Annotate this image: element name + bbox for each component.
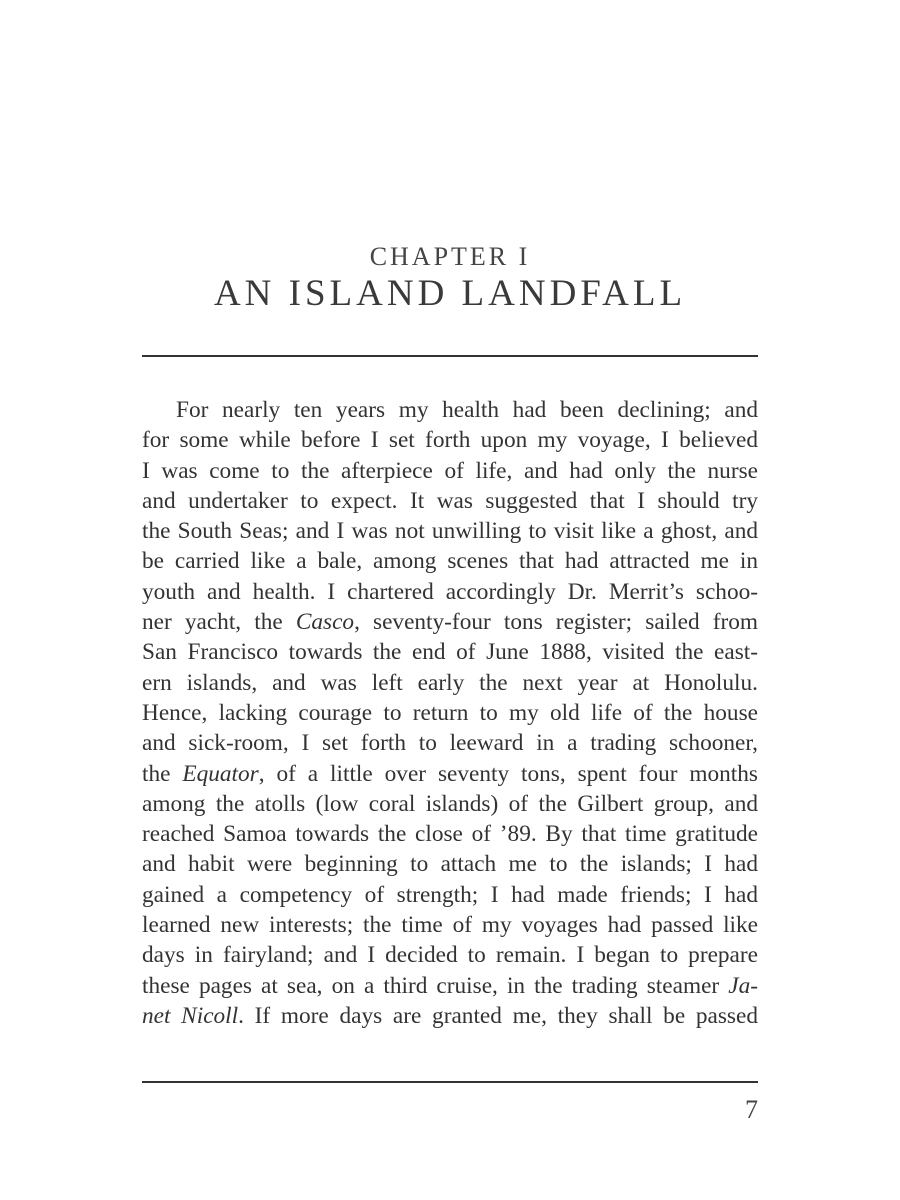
paragraph-line: and sick-room, I set forth to leeward in a trading schooner, xyxy=(142,730,758,757)
paragraph-line: net Nicoll. If more days are granted me, they shall be passed xyxy=(142,1002,758,1029)
italic-title: Equator xyxy=(182,760,259,787)
italic-title: net Nicoll xyxy=(142,1002,239,1029)
paragraph-line: and habit were beginning to attach me to the islands; I had xyxy=(142,851,758,878)
paragraph-line: youth and health. I chartered accordingly Dr. Merrit’s schoo- xyxy=(142,578,758,605)
bottom-rule xyxy=(142,1081,758,1083)
paragraph-line: For nearly ten years my health had been declining; and xyxy=(176,397,758,423)
page-number: 7 xyxy=(745,1095,758,1124)
paragraph-line: ner yacht, the Casco, seventy-four tons register; sailed from xyxy=(142,609,758,636)
paragraph-line: Hence, lacking courage to return to my old life of the house xyxy=(142,699,758,726)
paragraph-line: reached Samoa towards the close of ’89. By that time gratitude xyxy=(142,821,758,848)
paragraph-line: ern islands, and was left early the next year at Honolulu. xyxy=(142,669,758,696)
paragraph-line: for some while before I set forth upon my voyage, I believed xyxy=(142,427,758,454)
body-text xyxy=(142,395,758,1031)
chapter-label: CHAPTER I xyxy=(369,242,531,271)
top-rule xyxy=(142,355,758,357)
paragraph-line: these pages at sea, on a third cruise, in the trading steamer Ja- xyxy=(142,972,758,999)
paragraph-line: the Equator, of a little over seventy tons, spent four months xyxy=(142,760,758,787)
paragraph-line: days in fairyland; and I decided to remain. I began to prepare xyxy=(142,942,758,969)
italic-title: Casco xyxy=(295,609,355,636)
paragraph-line: I was come to the afterpiece of life, and had only the nurse xyxy=(142,457,758,484)
paragraph-line: and undertaker to expect. It was suggested that I should try xyxy=(142,487,758,514)
paragraph-line: San Francisco towards the end of June 1888, visited the east- xyxy=(142,639,758,666)
paragraph-line: among the atolls (low coral islands) of the Gilbert group, and xyxy=(142,790,758,817)
paragraph-line: the South Seas; and I was not unwilling to visit like a ghost, and xyxy=(142,518,758,545)
chapter-title: AN ISLAND LANDFALL xyxy=(213,273,687,314)
paragraph-line: learned new interests; the time of my voyages had passed like xyxy=(142,912,758,939)
paragraph-line: be carried like a bale, among scenes that had attracted me in xyxy=(142,548,758,575)
italic-title: Ja- xyxy=(728,972,758,999)
paragraph-line: gained a competency of strength; I had made friends; I had xyxy=(142,881,758,908)
